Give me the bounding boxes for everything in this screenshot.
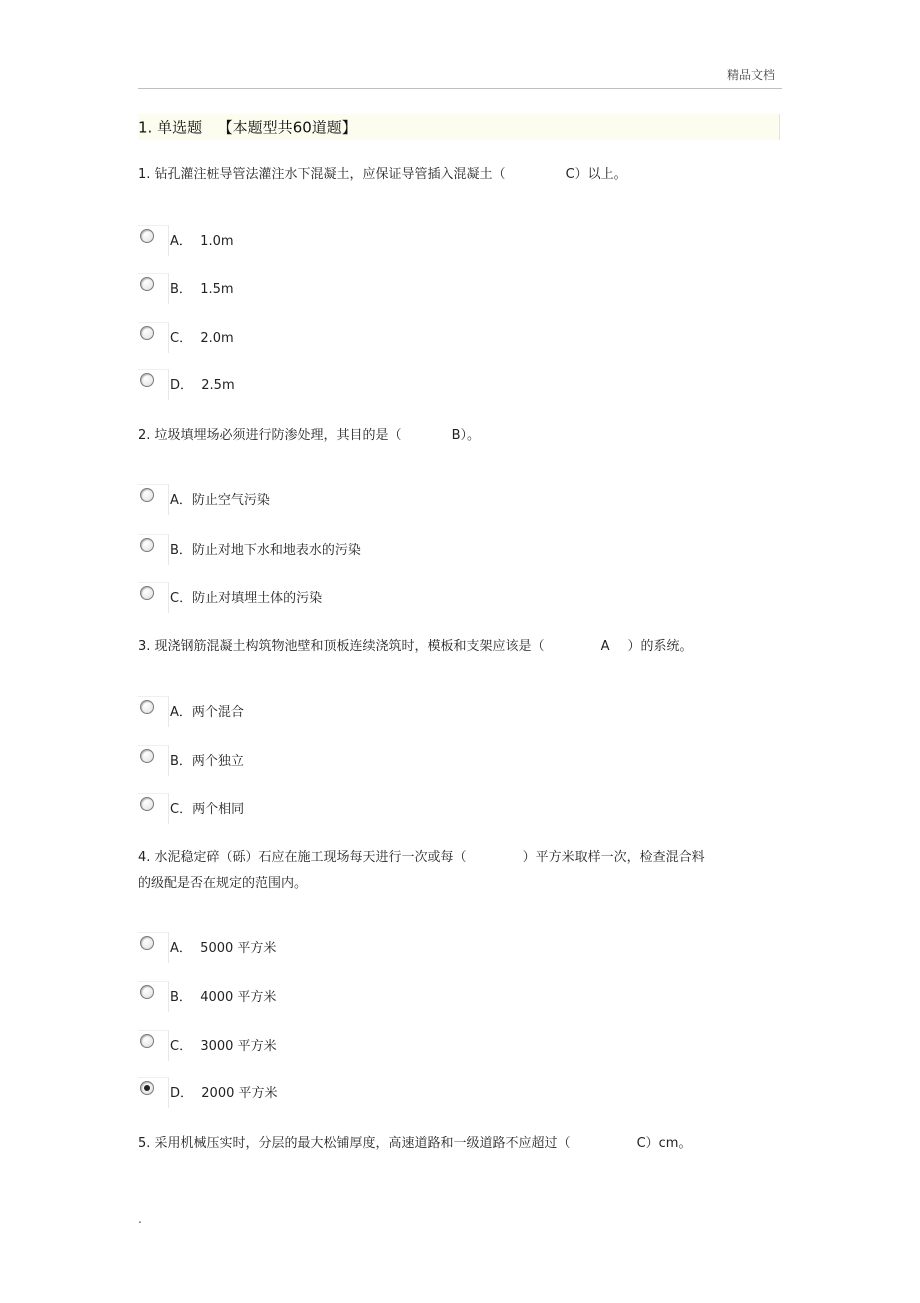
radio-button[interactable]: [140, 936, 154, 950]
question-stem: 采用机械压实时，分层的最大松铺厚度，高速道路和一级道路不应超过（: [154, 1136, 571, 1151]
option-label: B．两个独立: [170, 754, 244, 769]
header-divider: [138, 88, 782, 89]
question-stem-end: ）。: [460, 428, 480, 443]
question-3-text: [138, 634, 778, 660]
question-stem-end: ）: [645, 1136, 659, 1151]
radio-button[interactable]: [140, 985, 154, 999]
question-stem: 垃圾填埋场必须进行防渗处理，其目的是（: [154, 428, 402, 443]
header-label: 精品文档: [726, 68, 775, 82]
option-label: A． 1.0m: [170, 234, 234, 249]
option-label: B． 1.5m: [170, 282, 234, 297]
question-number: 4.: [138, 850, 151, 865]
question-number: 1.: [138, 167, 151, 182]
question-2-text: [138, 423, 778, 449]
radio-button[interactable]: [140, 326, 154, 340]
question-stem-line2: 的级配是否在规定的范围内。: [138, 876, 308, 891]
question-5-text: [138, 1131, 778, 1157]
radio-button[interactable]: [140, 1034, 154, 1048]
question-stem-end: ）以上。: [574, 167, 627, 182]
question-stem: 现浇钢筋混凝土构筑物池壁和顶板连续浇筑时，模板和支架应该是（: [154, 639, 545, 654]
radio-button[interactable]: [140, 373, 154, 387]
option-label: B． 4000 平方米: [170, 990, 277, 1005]
section-note-end: 道题】: [311, 118, 357, 137]
section-title: 单选题: [157, 118, 203, 137]
answer-unit: cm。: [658, 1136, 692, 1151]
option-label: D． 2000 平方米: [170, 1086, 278, 1101]
option-label: C． 2.0m: [170, 331, 234, 346]
section-number: 1.: [138, 118, 153, 137]
option-label: C．防止对填埋土体的污染: [170, 591, 323, 606]
question-stem: 水泥稳定碎（砾）石应在施工现场每天进行一次或每（: [154, 850, 467, 865]
question-number: 3.: [138, 639, 151, 654]
option-label: A．防止空气污染: [170, 493, 270, 508]
radio-button[interactable]: [140, 586, 154, 600]
answer-letter: B: [451, 428, 461, 443]
radio-button[interactable]: [140, 229, 154, 243]
option-label: C． 3000 平方米: [170, 1039, 277, 1054]
question-1-text: [138, 162, 778, 188]
section-count: 60: [292, 118, 312, 137]
radio-button[interactable]: [140, 749, 154, 763]
question-stem: 钻孔灌注桩导管法灌注水下混凝土，应保证导管插入混凝土（: [154, 167, 506, 182]
question-stem-end: ）平方米取样一次，检查混合料: [522, 850, 705, 865]
option-label: D． 2.5m: [170, 378, 235, 393]
radio-button-selected[interactable]: [140, 1081, 154, 1095]
radio-button[interactable]: [140, 538, 154, 552]
question-4-text: [138, 845, 778, 897]
radio-button[interactable]: [140, 277, 154, 291]
radio-button[interactable]: [140, 700, 154, 714]
answer-letter: C: [636, 1136, 646, 1151]
option-label: C．两个相同: [170, 802, 245, 817]
footer-mark: .: [138, 1212, 142, 1226]
radio-button[interactable]: [140, 797, 154, 811]
answer-letter: A: [600, 639, 610, 654]
option-label: A． 5000 平方米: [170, 941, 277, 956]
question-number: 5.: [138, 1136, 151, 1151]
section-header: [138, 114, 780, 140]
answer-letter: C: [565, 167, 575, 182]
option-label: B．防止对地下水和地表水的污染: [170, 543, 361, 558]
question-stem-end: ）的系统。: [627, 639, 693, 654]
radio-button[interactable]: [140, 488, 154, 502]
section-note: 【本题型共: [217, 118, 293, 137]
question-number: 2.: [138, 428, 151, 443]
option-label: A．两个混合: [170, 705, 244, 720]
